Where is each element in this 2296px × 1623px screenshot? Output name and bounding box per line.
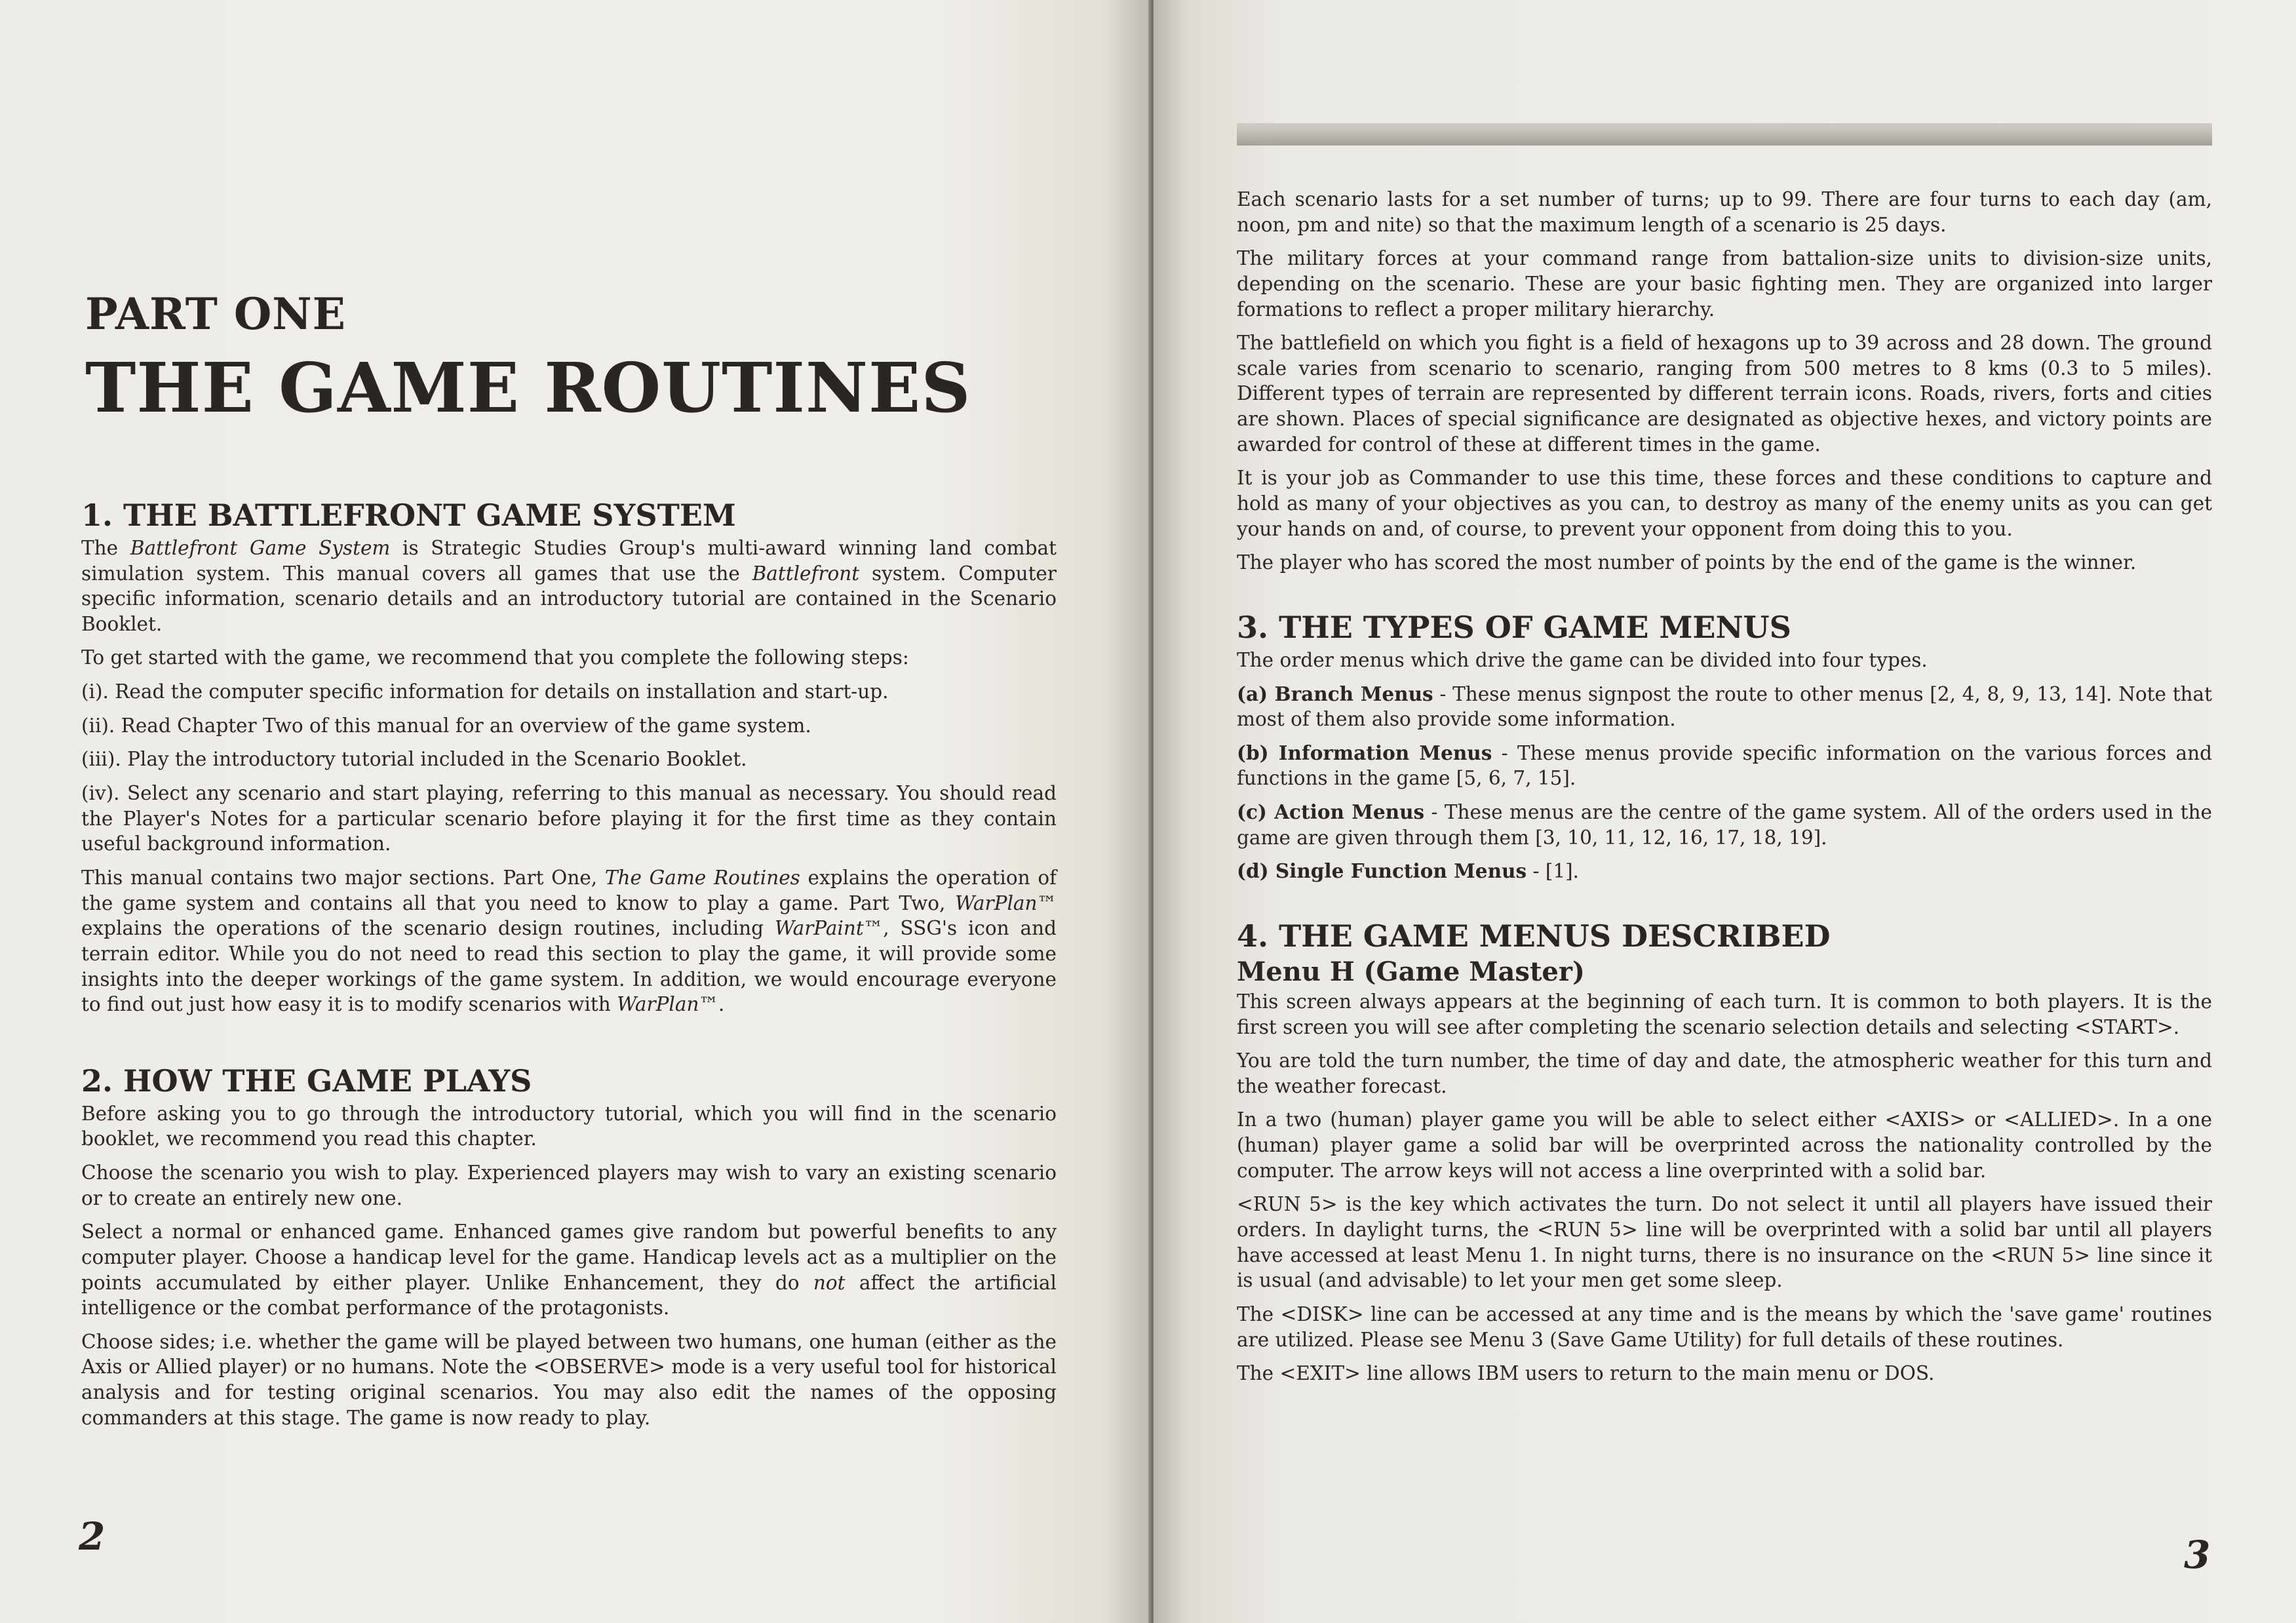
intro-paragraph: The battlefield on which you fight is a field of hexagons up to 39 across and 28 down. The ground scale varies from scenario to scenario, ranging from 500 metres to 8 kms (0.3 to 5 miles). Different types of terrain are represented by different terrain icons. Roads, rivers, forts and cities are shown. Places of special significance are designated as objective hexes, and victory points are awarded for control of these at different times in the game. bbox=[1237, 332, 2212, 456]
part-label: PART ONE bbox=[85, 288, 346, 340]
step-item: (iii). Play the introductory tutorial included in the Scenario Booklet. bbox=[81, 748, 747, 771]
intro-paragraph: Each scenario lasts for a set number of turns; up to 99. There are four turns to each day (am, noon, pm and nite) so that the maximum length of a scenario is 25 days. bbox=[1237, 188, 2212, 236]
page-number-right: 3 bbox=[2184, 1533, 2211, 1577]
section-4-paragraph: You are told the turn number, the time of day and date, the atmospheric weather for this turn and the weather forecast. bbox=[1237, 1049, 2212, 1097]
section-2-paragraph-4: Choose sides; i.e. whether the game will be played between two humans, one human (either as the Axis or Allied player) or no humans. Note the <OBSERVE> mode is a very useful tool for historical analysis and for testing original scenarios. You may also edit the names of the opposing commanders at this stage. The game is now ready to play. bbox=[81, 1330, 1057, 1429]
spacer bbox=[1237, 584, 2212, 610]
section-2-paragraph-2: Choose the scenario you wish to play. Experienced players may wish to vary an existing scenario or to create an entirely new one. bbox=[81, 1161, 1057, 1209]
step-item: (iv). Select any scenario and start playing, referring to this manual as necessary. You should read the Player's Notes for a particular scenario before playing it for the first time as they contain useful background information. bbox=[81, 782, 1057, 855]
menu-type-item: (a) Branch Menus - These menus signpost the route to other menus [2, 4, 8, 9, 13, 14]. Note that most of them also provide some information. bbox=[1237, 682, 2212, 731]
section-2-title: 2. HOW THE GAME PLAYS bbox=[81, 1063, 532, 1099]
intro-paragraph: The player who has scored the most number of points by the end of the game is the winner. bbox=[1237, 551, 2137, 574]
section-4-paragraph: This screen always appears at the beginning of each turn. It is common to both players. It is the first screen you will see after completing the scenario selection details and selecting <START>. bbox=[1237, 990, 2212, 1038]
right-column bbox=[1237, 187, 2212, 1395]
step-item: (i). Read the computer specific information for details on installation and start-up. bbox=[81, 680, 889, 703]
section-1-paragraph-3: This manual contains two major sections. Part One, The Game Routines explains the operation of the game system and contains all that you need to know to play a game. Part Two, WarPlan™ explains the operations of the scenario design routines, including WarPaint™, SSG's icon and terrain editor. While you do not need to read this section to play the game, it will provide some insights into the deeper workings of the game system. In addition, we would encourage everyone to find out just how easy it is to modify scenarios with WarPlan™. bbox=[81, 866, 1057, 1016]
header-rule bbox=[1237, 123, 2212, 146]
section-2-paragraph-1: Before asking you to go through the introductory tutorial, which you will find in the scenario booklet, we recommend you read this chapter. bbox=[81, 1102, 1057, 1150]
menu-h-subtitle: Menu H (Game Master) bbox=[1237, 956, 1585, 987]
menu-type-item: (d) Single Function Menus - [1]. bbox=[1237, 859, 1579, 883]
section-1-title: 1. THE BATTLEFRONT GAME SYSTEM bbox=[81, 498, 736, 533]
section-4-paragraph: The <EXIT> line allows IBM users to return to the main menu or DOS. bbox=[1237, 1362, 1935, 1385]
section-2-paragraph-3: Select a normal or enhanced game. Enhanced games give random but powerful benefits to any computer player. Choose a handicap level for the game. Handicap levels act as a multiplier on the points accumulated by either player. Unlike Enhancement, they do not affect the artificial intelligence or the combat performance of the protagonists. bbox=[81, 1221, 1057, 1320]
section-1-paragraph-2: To get started with the game, we recommend that you complete the following steps: bbox=[81, 646, 909, 669]
menu-type-item: (b) Information Menus - These menus provide specific information on the various forces and functions in the game [5, 6, 7, 15]. bbox=[1237, 741, 2213, 790]
intro-paragraph: It is your job as Commander to use this time, these forces and these conditions to capture and hold as many of your objectives as you can, to destroy as many of the enemy units as you can get your hands on and, of course, to prevent your opponent from doing this to you. bbox=[1237, 467, 2212, 540]
section-4-paragraph: <RUN 5> is the key which activates the turn. Do not select it until all players have issued their orders. In daylight turns, the <RUN 5> line will be overprinted with a solid bar until all players have accessed at least Menu 1. In night turns, there is no insurance on the <RUN 5> line since it is usual (and advisable) to let your men get some sleep. bbox=[1237, 1193, 2212, 1292]
section-3-paragraph-1: The order menus which drive the game can be divided into four types. bbox=[1237, 648, 1928, 671]
step-item: (ii). Read Chapter Two of this manual for an overview of the game system. bbox=[81, 714, 811, 737]
spacer bbox=[1237, 893, 2212, 919]
section-4-paragraph: In a two (human) player game you will be able to select either <AXIS> or <ALLIED>. In a one (human) player game a solid bar will be overprinted across the nationality controlled by the computer. The arrow keys will not access a line overprinted with a solid bar. bbox=[1237, 1108, 2212, 1182]
section-3-title: 3. THE TYPES OF GAME MENUS bbox=[1237, 609, 1791, 645]
spacer bbox=[81, 1026, 1057, 1064]
page-number-left: 2 bbox=[79, 1514, 106, 1559]
section-4-title: 4. THE GAME MENUS DESCRIBED bbox=[1237, 918, 1831, 954]
section-4-paragraph: The <DISK> line can be accessed at any time and is the means by which the 'save game' routines are utilized. Please see Menu 3 (Save Game Utility) for full details of these routines. bbox=[1237, 1302, 2212, 1351]
menu-type-item: (c) Action Menus - These menus are the centre of the game system. All of the orders used in the game are given through them [3, 10, 11, 12, 16, 17, 18, 19]. bbox=[1237, 800, 2212, 849]
left-column bbox=[81, 498, 1057, 1439]
part-title: THE GAME ROUTINES bbox=[85, 347, 971, 428]
section-1-paragraph-1: The Battlefront Game System is Strategic Studies Group's multi-award winning land combat simulation system. This manual covers all games that use the Battlefront system. Computer specific information, scenario details and an introductory tutorial are contained in the Scenario Booklet. bbox=[81, 536, 1057, 635]
intro-paragraph: The military forces at your command range from battalion-size units to division-size units, depending on the scenario. These are your basic fighting men. They are organized into larger formations to reflect a proper military hierarchy. bbox=[1237, 247, 2212, 321]
